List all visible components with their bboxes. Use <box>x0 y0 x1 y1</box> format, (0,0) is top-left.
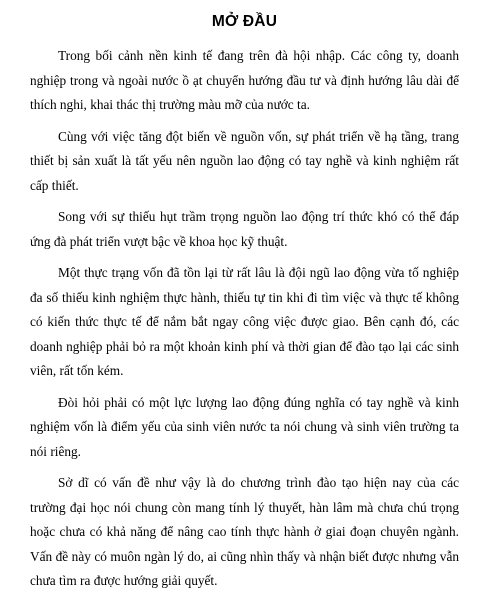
paragraph-1: Trong bối cảnh nền kinh tế đang trên đà hội nhập. Các công ty, doanh nghiệp trong và ngoài nước ồ ạt chuyển hướng đầu tư và định hướng lâu dài để thích nghi, khai thác thị trường màu mỡ của nước ta. <box>30 48 459 112</box>
paragraph-6: Sở dĩ có vấn đề như vậy là do chương trình đào tạo hiện nay của các trường đại học nói chung còn mang tính lý thuyết, hàn lâm mà chưa chú trọng hoặc chưa có khả năng để nâng cao tính thực hành ở giai đoạn chuyên ngành. Vấn đề này có muôn ngàn lý do, ai cũng nhìn thấy và nhận biết được nhưng vẫn chưa tìm ra được hướng giải quyết. <box>30 475 459 588</box>
paragraph-4: Một thực trạng vốn đã tồn lại từ rất lâu là đội ngũ lao động vừa tố nghiệp đa số thiếu kinh nghiệm thực hành, thiếu tự tin khi đi tìm việc và thực tế không có kiến thức thực tế để nắm bắt ngay công việc được giao. Bên cạnh đó, các doanh nghiệp phải bỏ ra một khoản kinh phí và thời gian để đào tạo lại các sinh viên, rất tốn kém. <box>30 265 459 378</box>
paragraph-3: Song với sự thiếu hụt trầm trọng nguồn lao động trí thức khó có thể đáp ứng đà phát triển vượt bậc về khoa học kỹ thuật. <box>30 209 459 249</box>
paragraph-2: Cùng với việc tăng đột biến về nguồn vốn, sự phát triển về hạ tầng, trang thiết bị sản xuất là tất yếu nên nguồn lao động có tay nghề và kinh nghiệm rất cấp thiết. <box>30 128 459 193</box>
document-title: MỞ ĐẦU <box>211 13 278 30</box>
paragraph-5: Đòi hỏi phải có một lực lượng lao động đúng nghĩa có tay nghề và kinh nghiệm vốn là điểm yếu của sinh viên nước ta nói chung và sinh viên trường ta nói riêng. <box>30 394 459 459</box>
